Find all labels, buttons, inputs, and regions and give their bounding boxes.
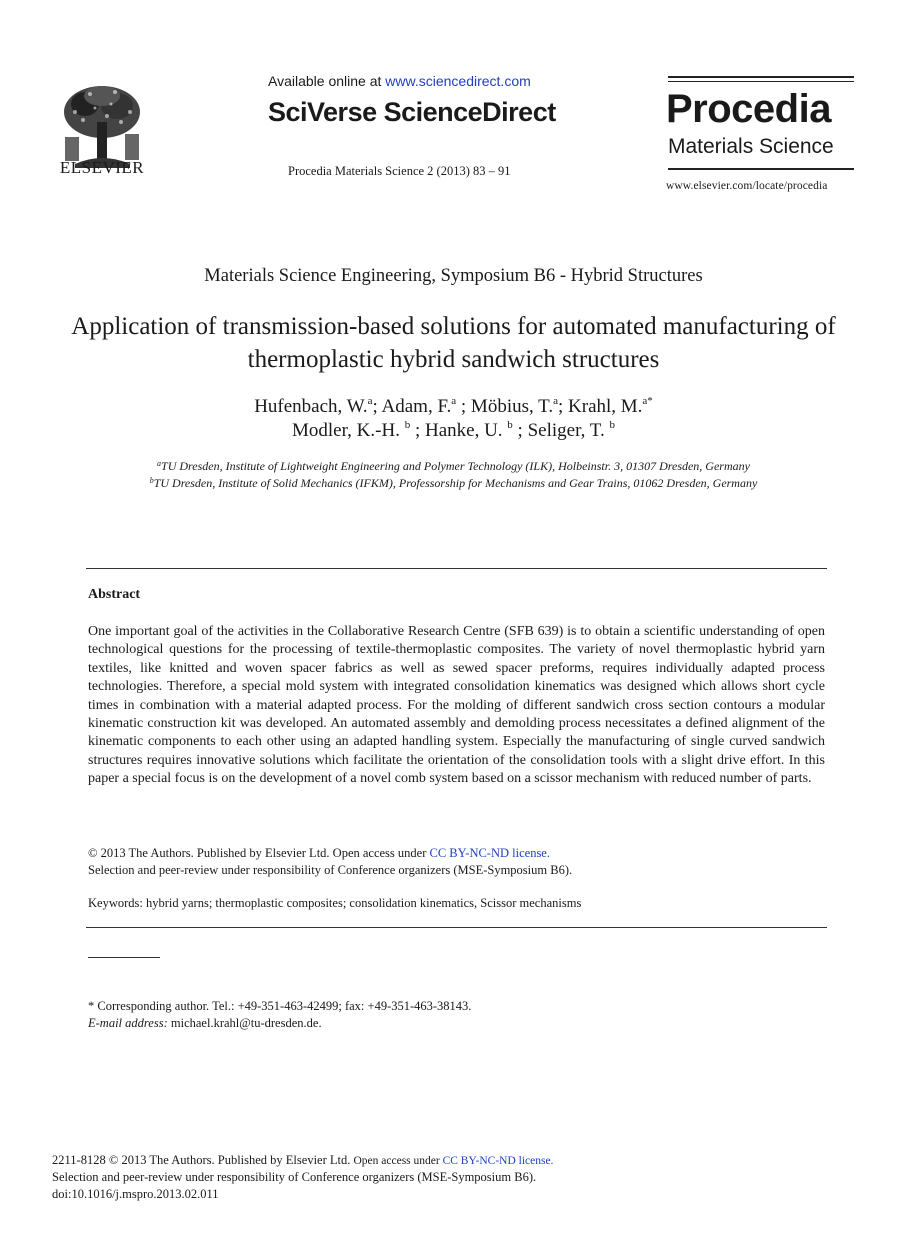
journal-url[interactable]: www.elsevier.com/locate/procedia bbox=[666, 180, 828, 192]
footer-issn-line: 2211-8128 © 2013 The Authors. Published by Elsevier Ltd. Open access under CC BY-NC-ND license. bbox=[52, 1153, 554, 1167]
author-affiliation-mark: b bbox=[609, 419, 615, 431]
peer-review-line: Selection and peer-review under responsibility of Conference organizers (MSE-Symposium B6). bbox=[88, 863, 573, 877]
email-label: E-mail address: bbox=[88, 1016, 168, 1030]
author-name: Hanke, U. bbox=[424, 420, 508, 441]
procedia-logo-subtitle: Materials Science bbox=[668, 135, 834, 158]
elsevier-logo-text: ELSEVIER bbox=[59, 158, 145, 177]
author-name: Hufenbach, W. bbox=[254, 396, 368, 417]
author-name: Seliger, T. bbox=[527, 420, 610, 441]
author-affiliation-mark: a bbox=[367, 395, 373, 407]
abstract-bottom-rule bbox=[86, 927, 827, 928]
procedia-logo-title: Procedia bbox=[666, 87, 831, 131]
author-name: Modler, K.-H. bbox=[292, 420, 405, 441]
footnote-rule bbox=[88, 957, 160, 958]
journal-reference: Procedia Materials Science 2 (2013) 83 – 91 bbox=[288, 164, 511, 178]
author-name: Adam, F. bbox=[381, 396, 452, 417]
sciverse-sciencedirect-logo: SciVerse ScienceDirect bbox=[268, 97, 556, 127]
license-link[interactable]: CC BY-NC-ND license. bbox=[429, 846, 550, 860]
procedia-bottom-rule bbox=[668, 168, 854, 170]
procedia-top-rule bbox=[668, 76, 854, 78]
symposium-name: Materials Science Engineering, Symposium B6 - Hybrid Structures bbox=[204, 266, 703, 286]
paper-title: Application of transmission-based solutions for automated manufacturing of thermoplastic hybrid sandwich structures bbox=[71, 313, 836, 373]
sciencedirect-link[interactable]: www.sciencedirect.com bbox=[385, 73, 531, 89]
authors-line-1 bbox=[0, 396, 907, 418]
affiliation-b: $^b$TU Dresden, Institute of Solid Mechanics (IFKM), Professorship for Mechanisms and Gear Trains, 01062 Dresden, Germany bbox=[149, 476, 758, 490]
footer-doi[interactable]: doi:10.1016/j.mspro.2013.02.011 bbox=[52, 1187, 219, 1201]
author-affiliation-mark: a* bbox=[642, 395, 653, 407]
footer-license-link[interactable]: CC BY-NC-ND license. bbox=[442, 1155, 554, 1167]
author-separator: ; bbox=[512, 420, 528, 441]
author-name: Möbius, T. bbox=[470, 396, 554, 417]
author-affiliation-mark: a bbox=[451, 395, 457, 407]
procedia-top-rule-thin bbox=[668, 81, 854, 82]
copyright-line: © 2013 The Authors. Published by Elsevier Ltd. Open access under CC BY-NC-ND license. bbox=[88, 846, 550, 860]
email-address[interactable]: michael.krahl@tu-dresden.de. bbox=[167, 1016, 322, 1030]
authors-line-2 bbox=[0, 420, 907, 442]
author-separator: ; bbox=[456, 396, 471, 417]
affiliation-a: $^a$TU Dresden, Institute of Lightweight Engineering and Polymer Technology (ILK), Holbeinstr. 3, 01307 Dresden, Germany bbox=[157, 459, 750, 473]
author-name: Krahl, M. bbox=[568, 396, 643, 417]
author-affiliation-mark: b bbox=[507, 419, 513, 431]
abstract-heading: Abstract bbox=[88, 587, 141, 602]
author-affiliation-mark: b bbox=[404, 419, 411, 431]
corresponding-author: * Corresponding author. Tel.: +49-351-463-42499; fax: +49-351-463-38143. bbox=[88, 999, 472, 1013]
abstract-top-rule bbox=[86, 568, 827, 569]
abstract-text: One important goal of the activities in the Collaborative Research Centre (SFB 639) is to obtain a scientific understanding of open technological questions for the processing of textile-thermoplastic composites. The variety of novel thermoplastic hybrid yarn textiles, like knitted and woven spacer fabrics as well as sewed spacer preforms, requires individually adapted process technologies. Therefore, a special mold system with integrated consolidation kinematics was designed which allows short cycle times in combination with a material adapted process. For the molding of different sandwich cross section contours a modular kinematic construction kit was developed. An automated assembly and demolding process necessitates a defined alignment of the kinematic components to each other using an adapted handling system. Especially the manufacturing of single curved sandwich structures requires innovative solutions which facilitate the orientation of the consolidation tools with a slight drive effort. In this paper a special focus is on the development of a novel comb system based on a scissor mechanism with reduced number of parts. bbox=[88, 624, 825, 787]
email-line bbox=[88, 1016, 322, 1031]
author-separator: ; bbox=[372, 396, 382, 417]
footer-peer-review: Selection and peer-review under responsibility of Conference organizers (MSE-Symposium B6). bbox=[52, 1170, 537, 1184]
author-separator: ; bbox=[410, 420, 425, 441]
author-affiliation-mark: a bbox=[553, 395, 558, 407]
keywords: Keywords: hybrid yarns; thermoplastic composites; consolidation kinematics, Scissor mechanisms bbox=[88, 896, 582, 910]
author-separator: ; bbox=[557, 396, 569, 417]
available-online: Available online at www.sciencedirect.com bbox=[268, 73, 531, 89]
